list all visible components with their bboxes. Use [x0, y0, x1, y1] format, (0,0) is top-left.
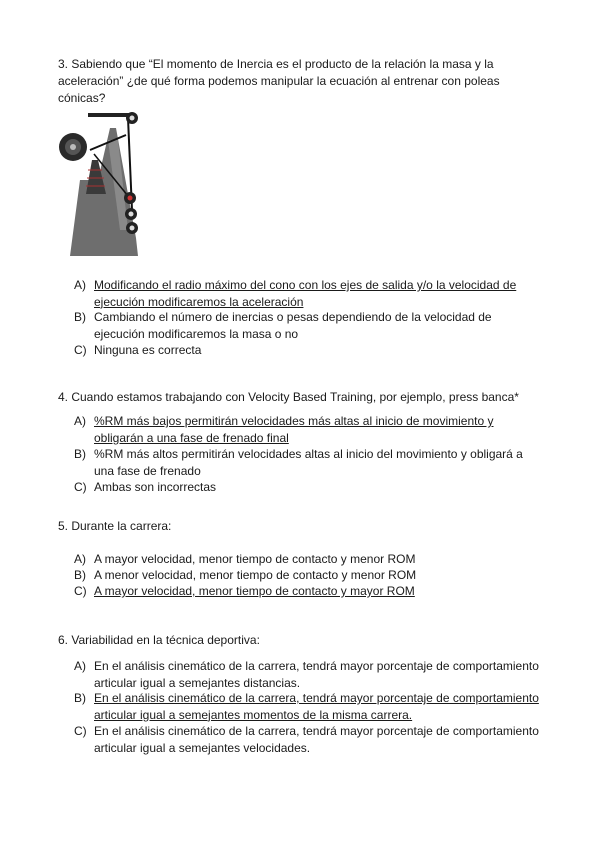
- option-text: Modificando el radio máximo del cono con los ejes de salida y/o la velocidad de ejecución modificaremos la aceleración: [94, 278, 517, 309]
- question-6-text: 6. Variabilidad en la técnica deportiva:: [58, 633, 260, 647]
- question-3-text: 3. Sabiendo que “El momento de Inercia es el producto de la relación la masa y la aceleración” ¿de qué forma podemos manipular la ecuación al entrenar con poleas cónicas?: [58, 57, 500, 105]
- option-letter: A): [74, 278, 86, 292]
- q6-option-a[interactable]: [74, 658, 544, 691]
- option-text: En el análisis cinemático de la carrera, tendrá mayor porcentaje de comportamiento articular igual a semejantes momentos de la misma carrera.: [94, 691, 539, 722]
- option-letter: B): [74, 310, 86, 324]
- q3-option-c[interactable]: [74, 342, 544, 359]
- option-letter: B): [74, 568, 86, 582]
- option-letter: A): [74, 414, 86, 428]
- conical-pulley-machine-image: [58, 110, 148, 260]
- q6-option-b[interactable]: [74, 690, 544, 723]
- question-5-text: 5. Durante la carrera:: [58, 519, 172, 533]
- option-text: A mayor velocidad, menor tiempo de contacto y menor ROM: [94, 552, 416, 566]
- option-letter: B): [74, 447, 86, 461]
- q5-option-a[interactable]: [74, 551, 544, 568]
- option-text: Ambas son incorrectas: [94, 480, 217, 494]
- question-4-text: 4. Cuando estamos trabajando con Velocity Based Training, por ejemplo, press banca*: [58, 390, 519, 404]
- q4-option-a[interactable]: [74, 413, 544, 446]
- option-letter: C): [74, 724, 87, 738]
- option-letter: C): [74, 343, 87, 357]
- q4-option-b[interactable]: [74, 446, 544, 479]
- option-text: Ninguna es correcta: [94, 343, 202, 357]
- option-text: %RM más altos permitirán velocidades altas al inicio del movimiento y obligará a una fase de frenado: [94, 447, 523, 478]
- option-letter: C): [74, 584, 87, 598]
- option-text: Cambiando el número de inercias o pesas dependiendo de la velocidad de ejecución modificaremos la masa o no: [94, 310, 492, 341]
- q4-option-c[interactable]: [74, 479, 544, 496]
- q6-option-c[interactable]: [74, 723, 544, 756]
- option-letter: C): [74, 480, 87, 494]
- option-text: En el análisis cinemático de la carrera, tendrá mayor porcentaje de comportamiento articular igual a semejantes distancias.: [94, 659, 539, 690]
- option-letter: A): [74, 659, 86, 673]
- q3-option-a[interactable]: [74, 277, 544, 310]
- q5-option-b[interactable]: [74, 567, 544, 584]
- option-letter: A): [74, 552, 86, 566]
- option-text: %RM más bajos permitirán velocidades más altas al inicio de movimiento y obligarán a una fase de frenado final: [94, 414, 494, 445]
- option-letter: B): [74, 691, 86, 705]
- q5-option-c[interactable]: [74, 583, 544, 600]
- option-text: A menor velocidad, menor tiempo de contacto y menor ROM: [94, 568, 417, 582]
- q3-option-b[interactable]: [74, 309, 544, 342]
- option-text: En el análisis cinemático de la carrera, tendrá mayor porcentaje de comportamiento articular igual a semejantes velocidades.: [94, 724, 539, 755]
- option-text: A mayor velocidad, menor tiempo de contacto y mayor ROM: [94, 584, 415, 598]
